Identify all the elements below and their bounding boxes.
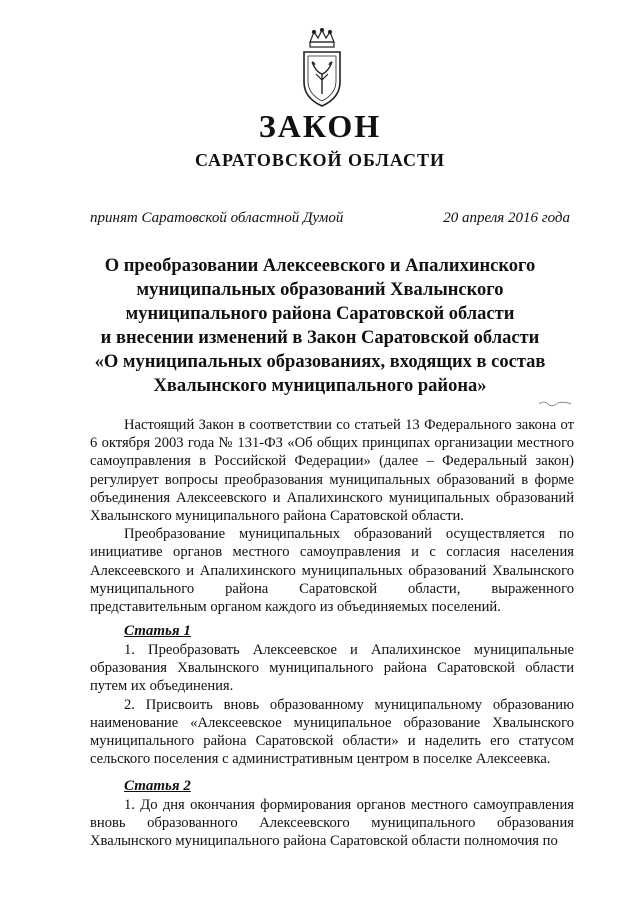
preamble [90,416,574,616]
adopted-by-text: принят Саратовской областной Думой [90,210,344,226]
law-heading [60,254,580,398]
coat-of-arms-emblem [296,28,348,108]
region-title: САРАТОВСКОЙ ОБЛАСТИ [194,150,446,170]
margin-scribble-mark [538,398,572,408]
preamble-paragraph: Преобразование муниципальных образований осуществляется по инициативе органов местного самоуправления и с согласия населения Алексеевского и Апалихинского муниципальных образований Хвалынского муниципального района Саратовской области, выраженного представительным органом каждого из объединяемых поселений. [90,526,574,616]
article-2-title: Статья 2 [124,778,191,794]
heading-line: и внесении изменений в Закон Саратовской области [100,328,540,348]
adopted-date-text: 20 апреля 2016 года [443,210,570,226]
heading-line: О преобразовании Алексеевского и Апалихинского [104,256,536,276]
heading-line: «О муниципальных образованиях, входящих в состав [94,352,546,372]
article-paragraph: 2. Присвоить вновь образованному муниципальному образованию наименование «Алексеевское муниципальное образование Хвалынского муниципального района Саратовской области» и наделить его статусом сельского поселения с административным центром в поселке Алексеевка. [90,696,574,768]
heading-line: муниципального района Саратовской области [125,304,515,324]
article-1-title: Статья 1 [124,623,191,639]
preamble-paragraph: Настоящий Закон в соответствии со статьей 13 Федерального закона от 6 октября 2003 года № 131-ФЗ «Об общих принципах организации местного самоуправления в Российской Федерации» (далее – Федеральный закон) регулирует вопросы преобразования муниципальных образований в форме объединения Алексеевского и Апалихинского муниципальных образований Хвалынского муниципального района Саратовской области. [90,417,574,525]
article-paragraph: 1. До дня окончания формирования органов местного самоуправления вновь образованного Алексеевского муниципального образования Хвалынского муниципального района Саратовской области полномочия по [90,797,574,850]
article-2-body [90,796,574,851]
article-paragraph: 1. Преобразовать Алексеевское и Апалихинское муниципальные образования Хвалынского муниципального района Саратовской области путем их объединения. [90,642,574,695]
heading-line: Хвалынского муниципального района» [153,376,487,396]
heading-line: муниципальных образований Хвалынского [136,280,504,300]
article-1-body [90,641,574,768]
law-title: ЗАКОН [258,108,382,144]
